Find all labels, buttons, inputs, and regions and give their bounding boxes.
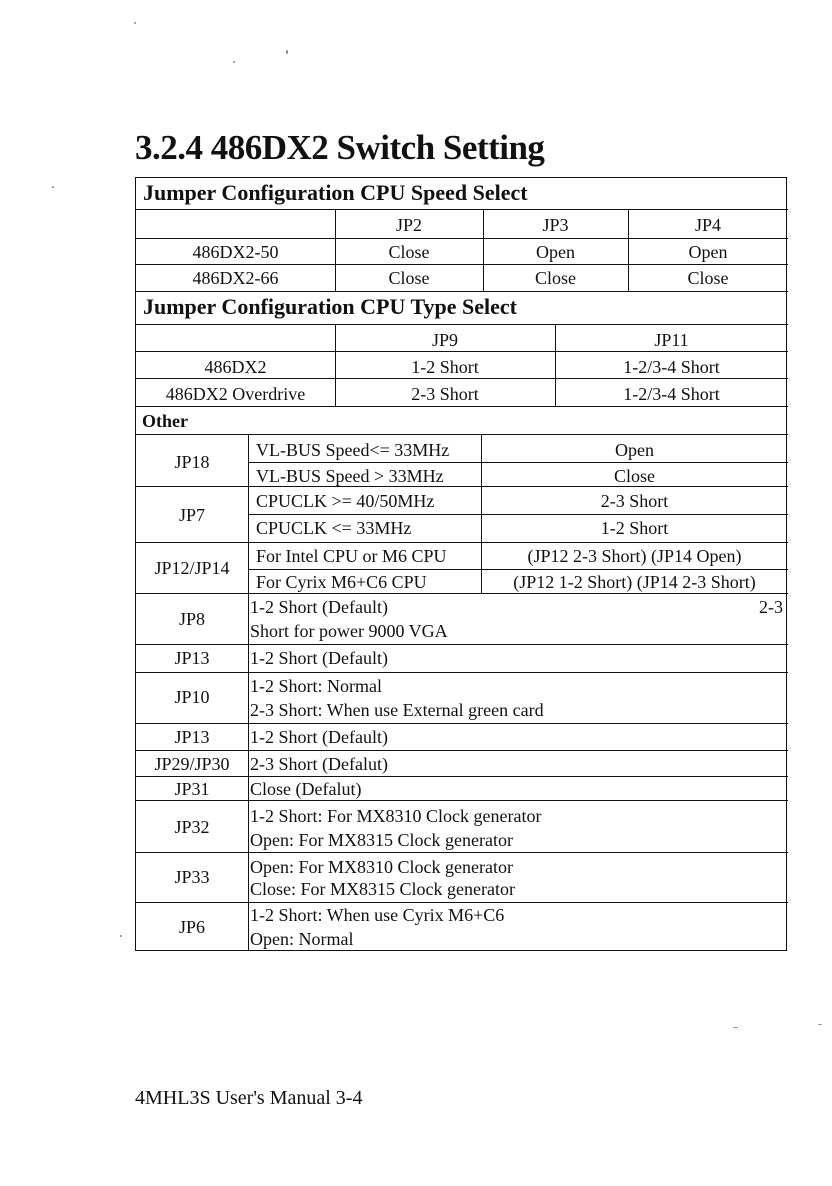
- speed-row-value: Close: [388, 268, 430, 288]
- jumper-condition: VL-BUS Speed<= 33MHz: [256, 440, 450, 460]
- jumper-description: Close: For MX8315 Clock generator: [250, 879, 515, 899]
- speed-row-value: Open: [688, 242, 728, 262]
- speed-header-jp4: JP4: [694, 215, 721, 235]
- jumper-label: JP31: [174, 779, 210, 799]
- jumper-label: JP29/JP30: [154, 754, 230, 774]
- jumper-label: JP12/JP14: [154, 558, 230, 578]
- scan-speck: [233, 61, 235, 63]
- jumper-description: 1-2 Short: When use Cyrix M6+C6: [250, 905, 505, 925]
- divider: [136, 672, 788, 673]
- type-header-jp9: JP9: [431, 330, 458, 350]
- jumper-label: JP8: [178, 609, 205, 629]
- scan-speck: [286, 50, 288, 54]
- jumper-label: JP33: [174, 867, 210, 887]
- jumper-setting: Open: [615, 440, 654, 460]
- divider: [136, 593, 788, 594]
- divider: [136, 209, 788, 210]
- type-row-cpu: 486DX2 Overdrive: [165, 384, 306, 404]
- type-row-value: 1-2 Short: [411, 357, 479, 377]
- speed-row-cpu: 486DX2-50: [192, 242, 279, 262]
- jumper-description: Close (Defalut): [250, 779, 362, 799]
- speed-row-value: Close: [687, 268, 729, 288]
- divider: [136, 434, 788, 435]
- page-title: 3.2.4 486DX2 Switch Setting: [135, 128, 545, 167]
- speed-section-heading: Jumper Configuration CPU Speed Select: [143, 180, 528, 205]
- jumper-description: Open: For MX8315 Clock generator: [250, 830, 513, 850]
- speed-row-value: Close: [534, 268, 576, 288]
- jumper-setting: 1-2 Short: [600, 518, 669, 538]
- jumper-label: JP13: [174, 727, 210, 747]
- type-row-value: 2-3 Short: [411, 384, 479, 404]
- jumper-description: 2-3 Short (Defalut): [250, 754, 388, 774]
- jumper-description: 1-2 Short: For MX8310 Clock generator: [250, 806, 542, 826]
- jumper-label: JP7: [178, 505, 205, 525]
- jumper-description: 1-2 Short: Normal: [250, 676, 382, 696]
- divider: [136, 406, 788, 407]
- jumper-description: Open: Normal: [250, 929, 354, 949]
- type-row-value: 1-2/3-4 Short: [623, 357, 720, 377]
- type-section-heading: Jumper Configuration CPU Type Select: [143, 294, 517, 319]
- jumper-description: 1-2 Short (Default): [250, 648, 388, 668]
- divider: [136, 644, 788, 645]
- scan-speck: [120, 935, 122, 937]
- other-section-heading: Other: [142, 411, 188, 431]
- jumper-label: JP18: [174, 452, 210, 472]
- jumper-description: Open: For MX8310 Clock generator: [250, 857, 513, 877]
- divider: [136, 750, 788, 751]
- divider: [136, 351, 788, 352]
- jumper-description: Short for power 9000 VGA: [250, 621, 448, 641]
- speed-row-value: Close: [388, 242, 430, 262]
- divider: [136, 378, 788, 379]
- divider: [136, 852, 788, 853]
- jumper-condition: CPUCLK <= 33MHz: [256, 518, 412, 538]
- jumper-setting: 2-3 Short: [600, 491, 669, 511]
- jumper-condition: For Intel CPU or M6 CPU: [256, 546, 447, 566]
- speed-header-jp2: JP2: [395, 215, 422, 235]
- scan-speck: [818, 1024, 822, 1025]
- divider: [136, 723, 788, 724]
- divider: [248, 462, 788, 463]
- speed-row-cpu: 486DX2-66: [192, 268, 279, 288]
- jumper-setting: (JP12 2-3 Short) (JP14 Open): [527, 546, 742, 566]
- jumper-note: 2-3: [759, 597, 783, 617]
- scan-speck: [52, 186, 54, 188]
- scan-speck: [733, 1027, 738, 1028]
- jumper-settings-table: [135, 177, 787, 951]
- jumper-condition: VL-BUS Speed > 33MHz: [256, 466, 444, 486]
- jumper-label: JP32: [174, 817, 210, 837]
- jumper-condition: CPUCLK >= 40/50MHz: [256, 491, 435, 511]
- page-footer: 4MHL3S User's Manual 3-4: [135, 1087, 363, 1109]
- jumper-label: JP6: [178, 917, 205, 937]
- jumper-description: 1-2 Short (Default): [250, 597, 388, 617]
- jumper-label: JP10: [174, 687, 210, 707]
- divider: [136, 238, 788, 239]
- jumper-setting: (JP12 1-2 Short) (JP14 2-3 Short): [513, 572, 756, 592]
- scan-speck: [134, 22, 136, 24]
- divider: [136, 324, 788, 325]
- speed-header-jp3: JP3: [542, 215, 569, 235]
- divider: [136, 800, 788, 801]
- jumper-setting: Close: [613, 466, 655, 486]
- jumper-description: 1-2 Short (Default): [250, 727, 388, 747]
- jumper-condition: For Cyrix M6+C6 CPU: [256, 572, 427, 592]
- jumper-description: 2-3 Short: When use External green card: [250, 700, 544, 720]
- divider: [136, 542, 788, 543]
- jumper-label: JP13: [174, 648, 210, 668]
- type-row-cpu: 486DX2: [204, 357, 267, 377]
- divider: [248, 514, 788, 515]
- speed-row-value: Open: [536, 242, 575, 262]
- type-row-value: 1-2/3-4 Short: [623, 384, 720, 404]
- divider: [136, 264, 788, 265]
- type-header-jp11: JP11: [654, 330, 689, 350]
